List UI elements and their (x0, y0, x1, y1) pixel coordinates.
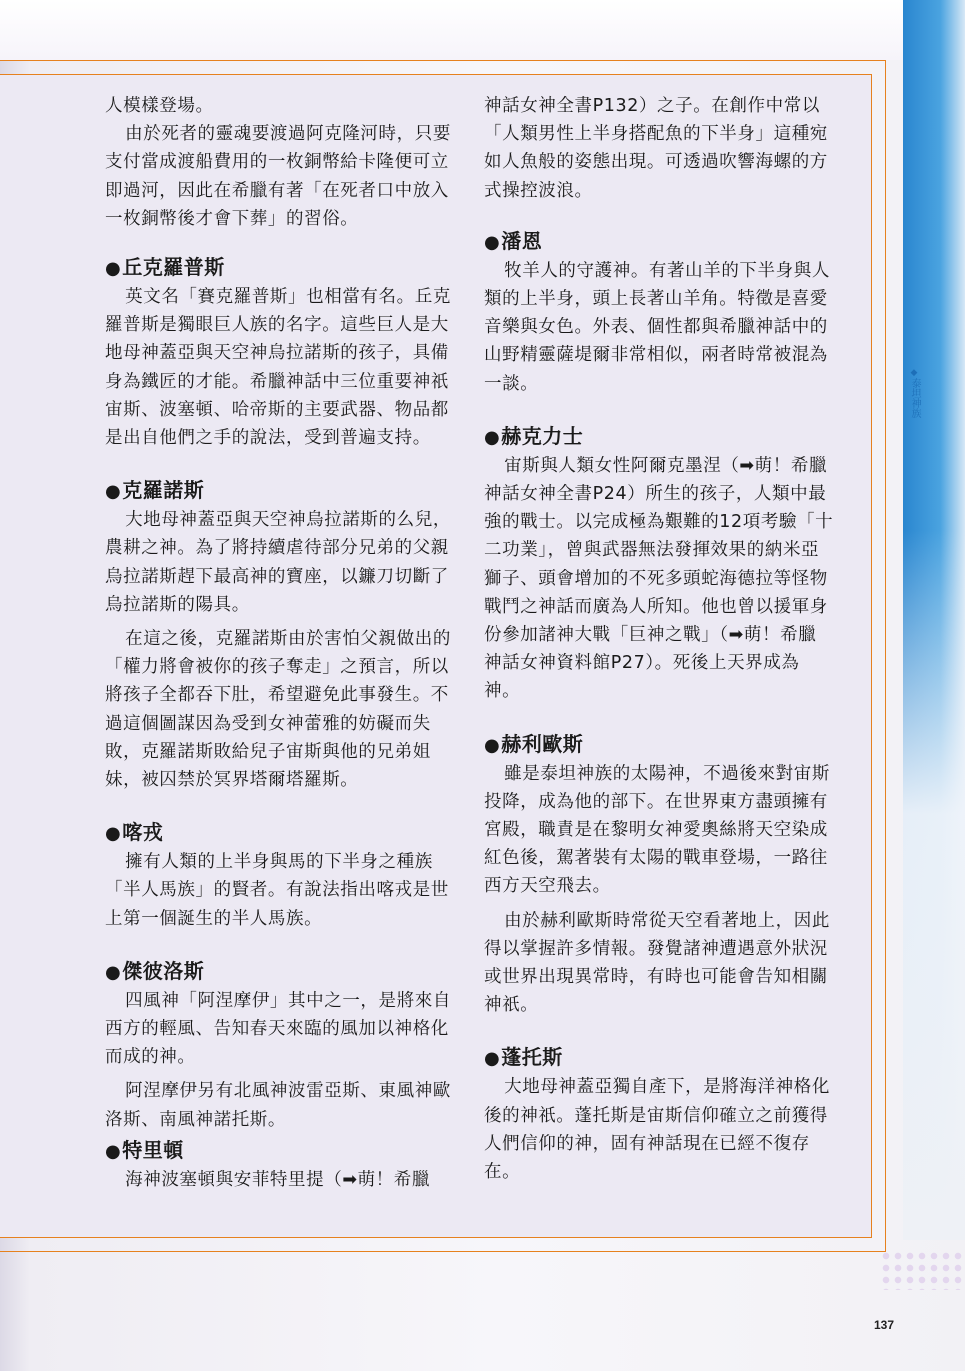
frame-line (885, 60, 886, 1252)
section-title: 蓬托斯 (501, 1045, 563, 1070)
section-heading (105, 957, 460, 987)
diamond-icon: ◆ (909, 368, 919, 378)
paragraph: 雖是泰坦神族的太陽神，不過後來對宙斯投降，成為他的部下。在世界東方盡頭擁有宮殿，職責是在黎明女神愛奧絲將天空染成紅色後，駕著裝有太陽的戰車登場，一路往西方天空飛去。 (484, 763, 830, 897)
paragraph: 海神波塞頓與安菲特里提（➡萌！希臘 (125, 1169, 430, 1190)
left-column (105, 92, 460, 1194)
right-column (484, 92, 834, 1186)
top-margin (0, 0, 965, 60)
paragraph: 牧羊人的守護神。有著山羊的下半身與人類的上半身，頭上長著山羊角。特徵是喜愛音樂與女色。外表、個性都與希臘神話中的山野精靈薩堤爾非常相似，兩者時常被混為一談。 (484, 260, 830, 394)
section-title: 丘克羅普斯 (122, 255, 225, 280)
decorative-dots (880, 1250, 965, 1290)
frame-line (0, 74, 872, 75)
section-heading (105, 1136, 460, 1166)
section-heading (484, 1043, 834, 1073)
paragraph: 神話女神全書P132）之子。在創作中常以「人類男性上半身搭配魚的下半身」這種宛如人魚般的姿態出現。可透過吹響海螺的方式操控波浪。 (484, 96, 828, 201)
bullet-icon: ● (105, 823, 122, 845)
section-heading (484, 730, 834, 760)
bullet-icon: ● (484, 426, 501, 448)
section-title: 克羅諾斯 (122, 478, 205, 503)
paragraph: 大地母神蓋亞獨自產下，是將海洋神格化後的神祇。蓬托斯是宙斯信仰確立之前獲得人們信仰的神，固有神話現在已經不復存在。 (484, 1077, 830, 1183)
section-title: 特里頓 (122, 1137, 184, 1162)
side-label (905, 368, 923, 418)
paragraph: 人模樣登場。 (105, 96, 214, 116)
bullet-icon: ● (105, 258, 122, 280)
frame-line (0, 1251, 886, 1252)
paragraph: 英文名「賽克羅普斯」也相當有名。丘克羅普斯是獨眼巨人族的名字。這些巨人是大地母神蓋亞與天空神烏拉諾斯的孩子，具備身為鐵匠的才能。希臘神話中三位重要神祇宙斯、波塞頓、哈帝斯的主要武器、物品都是出自他們之手的說法，受到普遍支持。 (105, 287, 451, 449)
paragraph: 由於赫利歐斯時常從天空看著地上，因此得以掌握許多情報。發覺諸神遭遇意外狀況或世界出現異常時，有時也可能會告知相關神祇。 (484, 910, 830, 1016)
section-title: 喀戎 (122, 820, 164, 845)
bullet-icon: ● (484, 1048, 501, 1070)
side-label-text: 泰坦神族 (909, 378, 920, 418)
bullet-icon: ● (105, 961, 122, 983)
section-title: 赫利歐斯 (501, 731, 584, 756)
paragraph: 四風神「阿涅摩伊」其中之一，是將來自西方的輕風、告知春天來臨的風加以神格化而成的神。 (105, 990, 451, 1068)
page-number: 137 (874, 1318, 895, 1332)
bullet-icon: ● (105, 481, 122, 503)
section-heading (105, 476, 460, 506)
section-heading (105, 253, 460, 283)
paragraph: 在這之後，克羅諾斯由於害怕父親做出的「權力將會被你的孩子奪走」之預言，所以將孩子全都吞下肚，希望避免此事發生。不過這個圖謀因為受到女神蕾雅的妨礙而失敗，克羅諾斯敗給兒子宙斯與他的兄弟姐妹，被囚禁於冥界塔爾塔羅斯。 (105, 629, 451, 791)
section-heading (105, 818, 460, 848)
frame-line (871, 74, 872, 1238)
bullet-icon: ● (484, 231, 501, 253)
section-title: 傑彼洛斯 (122, 958, 205, 983)
bullet-icon: ● (484, 734, 501, 756)
paragraph: 大地母神蓋亞與天空神烏拉諾斯的么兒，農耕之神。為了將持續虐待部分兄弟的父親烏拉諾斯趕下最高神的寶座，以鐮刀切斷了烏拉諾斯的陽具。 (105, 510, 451, 615)
frame-line (0, 1237, 872, 1238)
frame-line (0, 60, 886, 61)
bullet-icon: ● (105, 1140, 122, 1162)
section-title: 潘恩 (501, 228, 543, 253)
paragraph: 由於死者的靈魂要渡過阿克隆河時，只要支付當成渡船費用的一枚銅幣給卡隆便可立即過河，因此在希臘有著「在死者口中放入一枚銅幣後才會下葬」的習俗。 (105, 124, 451, 229)
paragraph: 阿涅摩伊另有北風神波雷亞斯、東風神歐洛斯、南風神諾托斯。 (105, 1081, 451, 1130)
section-heading (484, 227, 834, 257)
paragraph: 擁有人類的上半身與馬的下半身之種族「半人馬族」的賢者。有說法指出喀戎是世上第一個誕生的半人馬族。 (105, 852, 449, 929)
paragraph: 宙斯與人類女性阿爾克墨涅（➡萌！希臘神話女神全書P24）所生的孩子，人類中最強的戰士。以完成極為艱難的12項考驗「十二功業」，曾與武器無法發揮效果的納米亞獅子、頭會增加的不死多頭蛇海德拉等怪物戰鬥之神話而廣為人所知。他也曾以援軍身份參加諸神大戰「巨神之戰」（➡萌！希臘神話女神資料館P27）。死後上天界成為神。 (484, 455, 834, 702)
side-tab-fade (903, 530, 965, 1240)
section-heading (484, 422, 834, 452)
section-title: 赫克力士 (501, 423, 584, 448)
